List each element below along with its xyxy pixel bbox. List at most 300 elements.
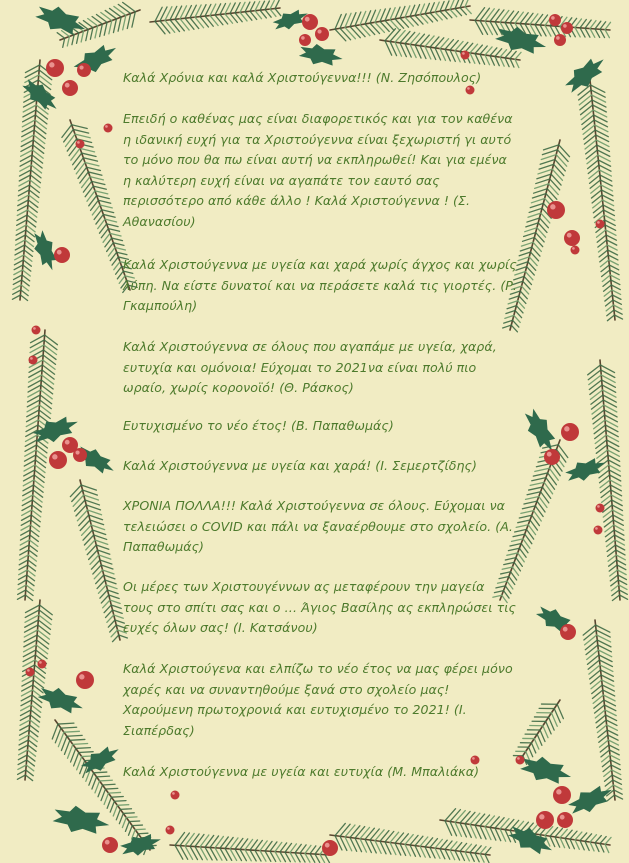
pine-needle — [593, 410, 605, 419]
berry-highlight — [27, 669, 30, 672]
berry-highlight — [597, 505, 600, 508]
pine-needle — [18, 585, 26, 589]
pine-needle — [61, 736, 66, 750]
pine-needle — [18, 755, 27, 760]
pine-needle — [390, 8, 395, 20]
pine-needle — [420, 846, 425, 857]
pine-needle — [613, 520, 623, 525]
red-berry — [26, 668, 35, 677]
pine-needle — [612, 770, 621, 775]
pine-needle — [500, 10, 509, 22]
pine-needle — [603, 765, 611, 772]
pine-needle — [614, 315, 622, 319]
pine-needle — [20, 715, 30, 720]
pine-needle — [260, 1, 265, 10]
pine-needle — [99, 555, 111, 559]
pine-needle — [101, 789, 105, 801]
pine-needle — [28, 745, 36, 751]
pine-needle — [495, 56, 499, 65]
berry-highlight — [317, 29, 321, 33]
pine-needle — [109, 21, 112, 34]
pine-needle — [21, 525, 31, 530]
pine-needle — [609, 565, 617, 571]
pine-needle — [285, 852, 290, 862]
pine-needle — [605, 780, 613, 786]
red-berry — [549, 14, 561, 26]
pine-needle — [608, 735, 618, 740]
pine-needle — [14, 270, 23, 275]
pine-needle — [215, 4, 221, 15]
pine-needle — [15, 245, 24, 250]
pine-needle — [523, 237, 535, 241]
pine-needle — [595, 21, 601, 29]
pine-needle — [70, 739, 85, 740]
wish-siaperdas: Καλά Χριστούγενα και ελπίζω το νέο έτος να μας φέρει μόνο χαρές και να συναντηθούμε ξανά στο σχολείο μας! Χαρούμενη πρωτοχρονιά και ευτυχισμένο το 2021! (Ι. Σιαπέρδας) — [123, 661, 513, 738]
pine-needle — [551, 464, 560, 476]
pine-needle — [584, 130, 595, 139]
pine-needle — [575, 840, 579, 849]
pine-needle — [17, 220, 27, 225]
pine-needle — [612, 290, 621, 294]
red-berry — [322, 840, 338, 856]
pine-needle — [610, 275, 619, 280]
pine-needle — [98, 785, 102, 797]
pine-needle — [180, 19, 189, 30]
wish-gkampouli: Καλά Χριστούγεννα με υγεία και χαρά χωρίς άγχος και χωρίς λύπη. Να είστε δυνατοί και να περάσετε καλά τις γιορτές. (Ρ. Γκαμπούλη) — [123, 257, 517, 314]
pine-needle — [127, 14, 130, 29]
pine-needle — [600, 29, 605, 37]
pine-needle — [612, 595, 619, 601]
pine-needle — [619, 585, 627, 589]
pine-needle — [235, 3, 240, 13]
pine-needle — [73, 153, 82, 165]
pine-needle — [255, 1, 260, 10]
pine-needle — [611, 285, 620, 290]
berry-highlight — [105, 840, 110, 845]
pine-needle — [35, 115, 46, 124]
pine-needle — [103, 214, 115, 217]
pine-needle — [395, 31, 405, 43]
pine-needle — [534, 189, 548, 193]
pine-needle — [20, 730, 30, 735]
pine-needle — [390, 30, 400, 42]
pine-needle — [310, 846, 316, 854]
pine-needle — [607, 725, 618, 730]
pine-needle — [611, 765, 620, 770]
pine-needle — [345, 27, 355, 38]
pine-needle — [580, 833, 587, 841]
pine-needle — [80, 520, 90, 531]
pine-needle — [530, 203, 543, 207]
red-berry — [73, 448, 87, 462]
pine-needle — [588, 370, 601, 380]
pine-needle — [618, 580, 626, 584]
pine-needle — [23, 485, 34, 491]
pine-needle — [14, 275, 23, 280]
pine-needle — [27, 760, 35, 766]
pine-needle — [500, 50, 507, 58]
pine-needle — [512, 567, 518, 575]
red-berry — [302, 14, 318, 30]
pine-needle — [112, 257, 118, 265]
pine-needle — [28, 565, 36, 571]
pine-needle — [13, 280, 21, 284]
pine-needle — [445, 49, 450, 61]
pine-needle — [280, 852, 285, 862]
pine-needle — [605, 710, 616, 716]
pine-needle — [584, 135, 595, 144]
pine-needle — [611, 580, 619, 586]
pine-needle — [107, 797, 111, 808]
pine-needle — [100, 780, 113, 781]
pine-needle — [29, 540, 37, 546]
pine-needle — [556, 155, 567, 167]
pine-needle — [485, 847, 491, 854]
pine-needle — [105, 580, 116, 584]
pine-needle — [460, 851, 464, 860]
pine-needle — [26, 770, 33, 776]
pine-needle — [405, 32, 415, 43]
pine-needle — [76, 505, 86, 516]
pine-needle — [611, 495, 622, 501]
pine-needle — [604, 215, 615, 220]
pine-needle — [90, 177, 103, 180]
pine-needle — [445, 10, 452, 18]
pine-needle — [79, 515, 89, 526]
pine-needle — [588, 365, 601, 375]
pine-needle — [480, 815, 490, 826]
berry-highlight — [52, 454, 57, 459]
pine-needle — [578, 85, 590, 95]
red-berry — [62, 80, 78, 96]
pine-needle — [87, 167, 101, 170]
pine-needle — [240, 2, 245, 12]
pine-needle — [220, 4, 226, 15]
pine-needle — [160, 21, 170, 33]
pine-needle — [119, 813, 123, 823]
pine-needle — [290, 853, 295, 862]
pine-needle — [40, 395, 52, 404]
pine-needle — [585, 635, 597, 645]
pine-needle — [76, 163, 85, 174]
pine-needle — [126, 817, 137, 818]
pine-needle — [19, 565, 28, 570]
pine-needle — [335, 823, 345, 835]
pine-needle — [410, 845, 415, 856]
pine-needle — [20, 710, 30, 716]
pine-needle — [86, 29, 88, 40]
berry-highlight — [539, 814, 544, 819]
pine-needle — [105, 610, 112, 618]
pine-needle — [593, 415, 604, 424]
pine-needle — [420, 35, 429, 46]
pine-needle — [415, 5, 420, 16]
berry-highlight — [517, 757, 520, 760]
wish-papathomas-a: ΧΡΟΝΙΑ ΠΟΛΛΑ!!! Καλά Χριστούγεννα σε όλους. Εύχομαι να τελειώσει ο COVID και πάλι να ξαναέρθουμε στο σχολείο. (Α. Παπαθωμάς) — [123, 498, 513, 555]
red-berry — [166, 826, 175, 835]
pine-needle — [539, 164, 554, 169]
pine-needle — [89, 773, 94, 785]
pine-needle — [37, 640, 49, 649]
wish-mpaliaka: Καλά Χριστούγεννα με υγεία και ευτυχία (Μ. Μπαλιάκα) — [123, 764, 480, 779]
red-berry — [104, 124, 113, 133]
pine-needle — [41, 385, 53, 394]
pine-needle — [532, 478, 546, 481]
pine-needle — [310, 854, 315, 863]
wish-papathomas-v: Ευτυχισμένο το νέο έτος! (Β. Παπαθωμάς) — [123, 418, 394, 433]
pine-needle — [67, 735, 82, 736]
pine-needle — [613, 305, 621, 309]
pine-needle — [123, 15, 126, 30]
red-berry — [596, 220, 605, 229]
pine-needle — [15, 250, 24, 255]
pine-needle — [460, 811, 470, 823]
pine-needle — [113, 19, 116, 33]
pine-needle — [65, 134, 75, 146]
pine-needle — [185, 18, 194, 29]
pine-needle — [120, 809, 131, 810]
pine-needle — [526, 496, 539, 499]
berry-highlight — [564, 426, 569, 431]
pine-needle — [74, 753, 79, 766]
pine-needle — [250, 2, 255, 11]
pine-needle — [535, 184, 549, 189]
pine-needle — [450, 850, 455, 860]
pine-needle — [430, 848, 435, 858]
pine-needle — [13, 290, 21, 294]
pine-needle — [360, 827, 370, 838]
pine-needle — [529, 487, 543, 490]
pine-needle — [606, 305, 613, 311]
pine-needle — [100, 205, 112, 208]
pine-needle — [609, 560, 617, 566]
pine-needle — [18, 205, 28, 211]
pine-needle — [485, 55, 489, 65]
berry-highlight — [30, 357, 33, 360]
pine-needle — [612, 505, 622, 511]
pine-needle — [108, 229, 119, 232]
pine-needle — [612, 500, 623, 506]
pine-needle — [230, 3, 235, 13]
pine-needle — [105, 788, 117, 789]
pine-needle — [518, 257, 529, 261]
pine-needle — [21, 530, 30, 535]
pine-needle — [587, 655, 598, 664]
pine-needle — [385, 29, 395, 41]
pine-needle — [480, 8, 489, 21]
pine-needle — [495, 10, 504, 22]
pine-needle — [554, 164, 564, 175]
pine-needle — [529, 208, 542, 212]
pine-needle — [525, 228, 537, 232]
pine-needle — [548, 473, 557, 485]
wish-katsanou: Οι μέρες των Χριστουγέννων ας μεταφέρουν την μαγεία τους στο σπίτι σας και ο … Άγιος Βασίλης ας εκπληρώσει τις ευχές όλων σας! (Ι. Κατσάνου) — [123, 579, 516, 636]
pine-needle — [44, 340, 57, 350]
pine-needle — [18, 770, 26, 774]
pine-needle — [575, 28, 580, 37]
pine-needle — [96, 545, 109, 549]
pine-needle — [29, 545, 37, 551]
pine-needle — [82, 153, 96, 156]
pine-needle — [545, 835, 550, 846]
pine-needle — [445, 1, 449, 10]
pine-needle — [24, 250, 32, 256]
pine-needle — [612, 295, 621, 299]
pine-needle — [435, 2, 439, 12]
pine-needle — [604, 290, 612, 296]
pine-needle — [295, 853, 300, 862]
pine-needle — [546, 721, 551, 733]
pine-needle — [465, 812, 475, 823]
berry-highlight — [79, 65, 83, 69]
pine-needle — [475, 54, 480, 64]
pine-needle — [43, 360, 55, 369]
berry-highlight — [65, 440, 70, 445]
pine-needle — [608, 555, 616, 561]
pine-needle — [71, 148, 80, 160]
pine-needle — [18, 195, 29, 201]
red-berry — [516, 756, 525, 765]
pine-needle — [455, 51, 460, 62]
pine-needle — [20, 550, 29, 555]
red-berry — [564, 230, 580, 246]
berry-highlight — [172, 792, 175, 795]
pine-needle — [93, 186, 106, 189]
pine-needle — [581, 105, 593, 115]
pine-needle — [607, 240, 617, 245]
pine-needle — [19, 735, 28, 740]
pine-needle — [529, 747, 533, 757]
pine-needle — [41, 390, 53, 399]
pine-needle — [18, 580, 26, 585]
holly-leaf — [51, 802, 111, 838]
pine-needle — [75, 134, 90, 138]
pine-needle — [609, 750, 619, 755]
pine-needle — [618, 570, 627, 575]
pine-needle — [114, 262, 120, 270]
pine-needle — [73, 129, 88, 133]
wish-raskos: Καλά Χριστούγεννα σε όλους που αγαπάμε με υγεία, χαρά, ευτυχία και ομόνοια! Εύχομαι το 2021να είναι πολύ πιο ωραίο, χωρίς κορονοϊό! (Θ. Ράσκος) — [123, 339, 497, 396]
berry-highlight — [595, 527, 598, 530]
pine-needle — [521, 511, 534, 514]
pine-needle — [410, 33, 420, 44]
pine-needle — [608, 255, 618, 260]
pine-needle — [265, 851, 271, 861]
berry-highlight — [556, 36, 560, 40]
pine-needle — [585, 841, 589, 850]
pine-needle — [534, 739, 539, 750]
pine-needle — [265, 10, 271, 18]
pine-needle — [118, 17, 121, 31]
pine-needle — [528, 213, 541, 217]
pine-needle — [245, 2, 250, 12]
pine-needle — [435, 848, 440, 858]
pine-needle — [614, 310, 622, 314]
pine-needle — [77, 757, 82, 770]
pine-needle — [470, 845, 476, 853]
pine-needle — [132, 825, 142, 826]
holly-leaf — [520, 406, 562, 457]
pine-needle — [22, 500, 32, 506]
pine-needle — [465, 852, 469, 861]
pine-needle — [605, 775, 613, 781]
berry-highlight — [563, 24, 567, 28]
pine-needle — [450, 9, 457, 16]
pine-needle — [470, 853, 474, 862]
pine-needle — [519, 515, 531, 518]
pine-needle — [595, 836, 601, 843]
pine-needle — [97, 776, 110, 777]
pine-needle — [26, 585, 33, 591]
pine-needle — [549, 717, 555, 730]
pine-needle — [455, 9, 462, 16]
pine-needle — [614, 790, 622, 794]
pine-needle — [585, 640, 597, 650]
pine-needle — [37, 635, 49, 644]
pine-needle — [205, 835, 214, 847]
berry-highlight — [462, 52, 465, 55]
pine-needle — [170, 20, 179, 32]
pine-needle — [586, 645, 598, 655]
pine-needle — [590, 29, 595, 38]
red-berry — [596, 504, 605, 513]
pine-needle — [44, 345, 57, 355]
pine-needle — [605, 220, 616, 225]
pine-needle — [155, 21, 165, 33]
pine-needle — [370, 10, 376, 23]
berry-highlight — [49, 62, 54, 67]
pine-needle — [485, 816, 494, 827]
red-berry — [547, 201, 565, 219]
pine-needle — [533, 473, 547, 476]
pine-needle — [98, 200, 110, 203]
pine-needle — [111, 797, 123, 798]
pine-needle — [514, 562, 520, 571]
pine-needle — [92, 777, 97, 789]
pine-needle — [17, 215, 27, 220]
pine-needle — [591, 400, 603, 409]
pine-needle — [91, 525, 104, 530]
pine-needle — [400, 844, 406, 856]
pine-needle — [518, 520, 530, 523]
holly-leaf — [518, 752, 574, 789]
pine-needle — [305, 853, 310, 862]
pine-needle — [25, 775, 32, 781]
pine-needle — [583, 125, 595, 134]
pine-needle — [445, 849, 450, 859]
pine-needle — [132, 12, 135, 27]
pine-needle — [614, 530, 624, 535]
pine-needle — [88, 510, 102, 515]
pine-needle — [415, 34, 424, 45]
pine-needle — [26, 590, 33, 596]
pine-needle — [605, 225, 616, 230]
red-berry — [561, 423, 579, 441]
berry-highlight — [301, 36, 305, 40]
pine-needle — [582, 115, 594, 124]
pine-needle — [613, 300, 621, 304]
pine-needle — [28, 750, 36, 756]
pine-needle — [27, 755, 35, 761]
pine-needle — [611, 280, 620, 285]
pine-needle — [613, 515, 623, 520]
pine-needle — [610, 575, 618, 581]
pine-needle — [185, 833, 194, 845]
pine-needle — [537, 174, 551, 179]
pine-needle — [603, 205, 614, 211]
pine-needle — [28, 555, 36, 561]
pine-needle — [490, 56, 494, 66]
